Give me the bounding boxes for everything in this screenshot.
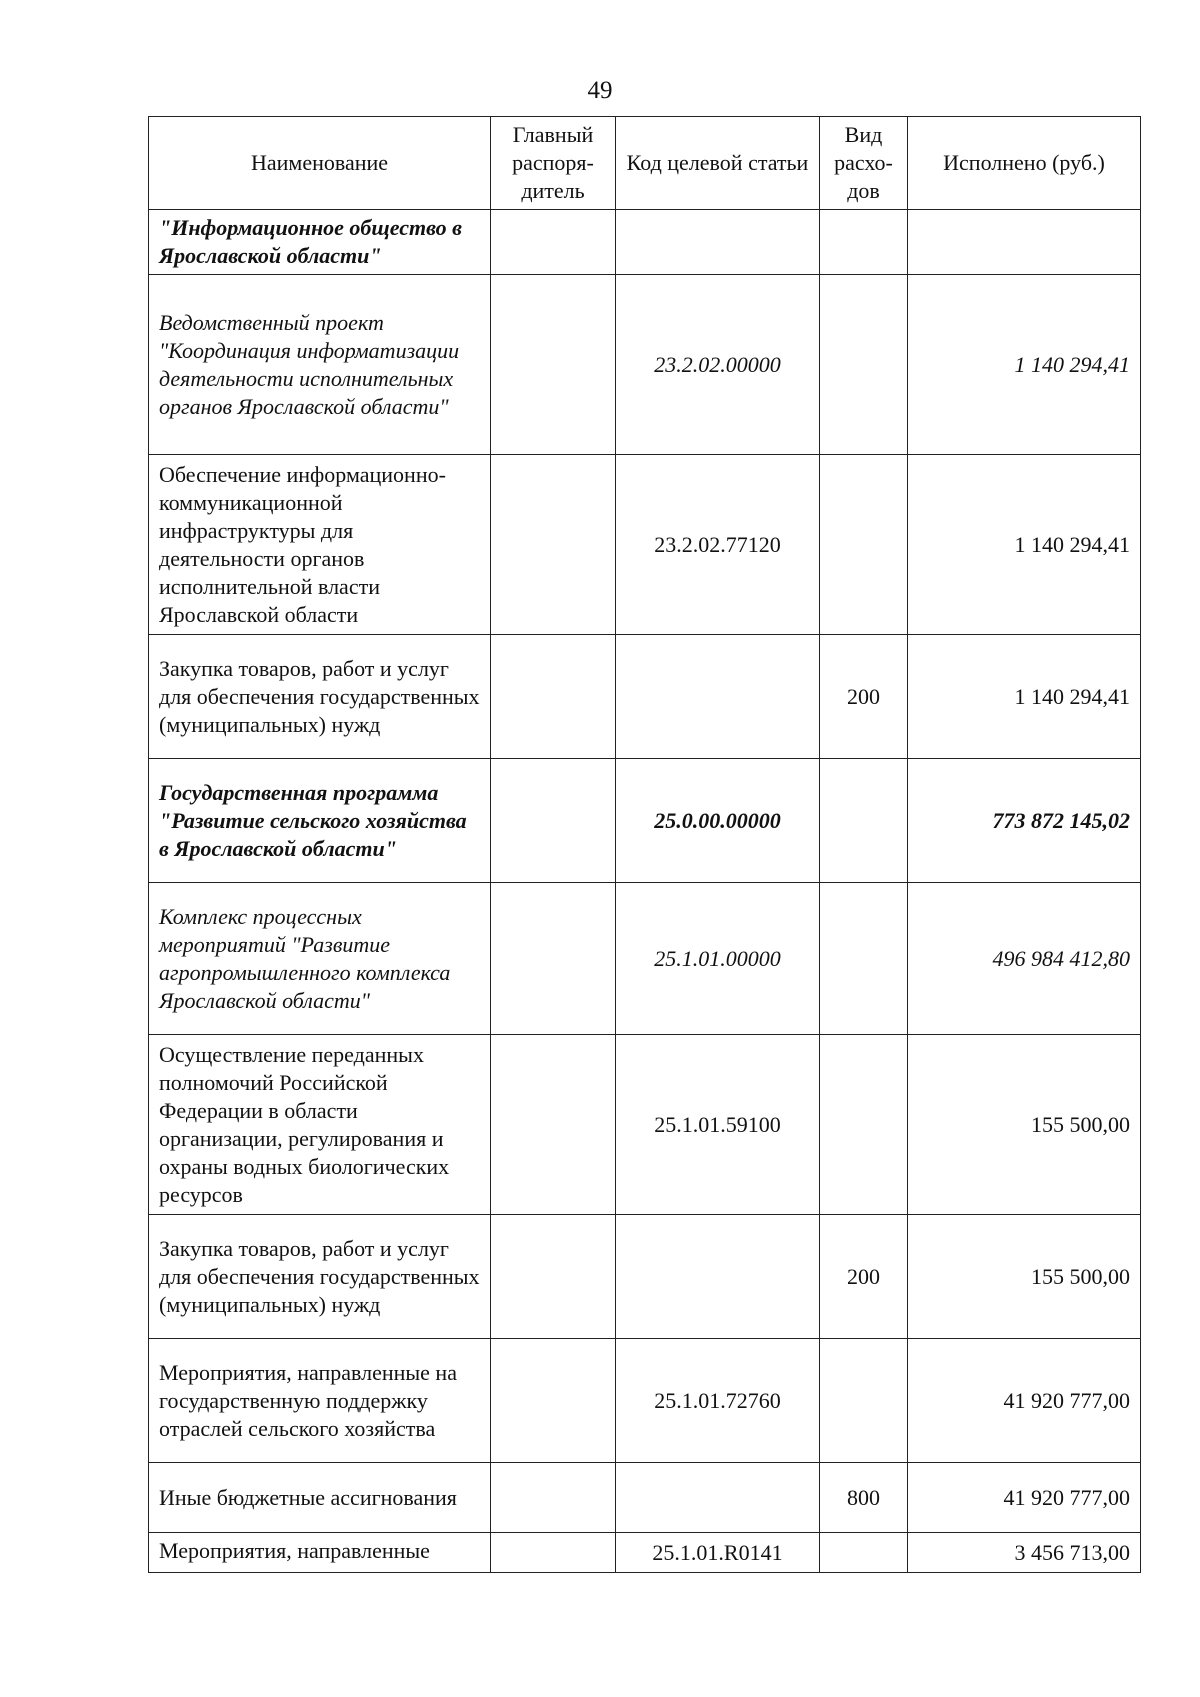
row-type <box>820 210 908 275</box>
row-type <box>820 1339 908 1463</box>
table-row <box>149 759 1141 883</box>
row-amount <box>908 210 1141 275</box>
row-type: 200 <box>820 1215 908 1339</box>
row-code: 25.0.00.00000 <box>616 759 820 883</box>
row-manager <box>491 210 616 275</box>
header-name: Наименование <box>149 117 491 210</box>
header-type: Вид расхо-дов <box>820 117 908 210</box>
row-amount: 3 456 713,00 <box>908 1533 1141 1573</box>
header-code: Код целевой статьи <box>616 117 820 210</box>
row-type <box>820 883 908 1035</box>
row-code <box>616 1463 820 1533</box>
row-manager <box>491 1035 616 1215</box>
table-row <box>149 1215 1141 1339</box>
header-manager: Главный распоря-дитель <box>491 117 616 210</box>
row-name: Закупка товаров, работ и услуг для обеспечения государственных (муниципальных) нужд <box>149 1215 491 1339</box>
row-name: Обеспечение информационно-коммуникационной инфраструктуры для деятельности органов исполнительной власти Ярославской области <box>149 455 491 635</box>
row-name: Комплекс процессных мероприятий "Развитие агропромышленного комплекса Ярославской области" <box>149 883 491 1035</box>
row-manager <box>491 1339 616 1463</box>
page-number: 49 <box>587 77 613 104</box>
row-amount: 41 920 777,00 <box>908 1463 1141 1533</box>
row-name: Мероприятия, направленные <box>149 1533 491 1573</box>
row-amount: 1 140 294,41 <box>908 455 1141 635</box>
table-header-row <box>149 117 1141 210</box>
row-name: Закупка товаров, работ и услуг для обеспечения государственных (муниципальных) нужд <box>149 635 491 759</box>
row-code <box>616 635 820 759</box>
table-row <box>149 1339 1141 1463</box>
row-manager <box>491 455 616 635</box>
row-manager <box>491 635 616 759</box>
row-manager <box>491 275 616 455</box>
header-amount: Исполнено (руб.) <box>908 117 1141 210</box>
row-amount: 496 984 412,80 <box>908 883 1141 1035</box>
table-row <box>149 1035 1141 1215</box>
row-name: Ведомственный проект "Координация информатизации деятельности исполнительных органов Ярославской области" <box>149 275 491 455</box>
row-manager <box>491 759 616 883</box>
table-row <box>149 455 1141 635</box>
row-manager <box>491 883 616 1035</box>
row-amount: 1 140 294,41 <box>908 635 1141 759</box>
row-code: 23.2.02.00000 <box>616 275 820 455</box>
row-amount: 155 500,00 <box>908 1035 1141 1215</box>
row-amount: 41 920 777,00 <box>908 1339 1141 1463</box>
row-manager <box>491 1215 616 1339</box>
row-type: 200 <box>820 635 908 759</box>
table-row <box>149 275 1141 455</box>
row-code: 25.1.01.00000 <box>616 883 820 1035</box>
table-row <box>149 1533 1141 1573</box>
row-name: "Информационное общество в Ярославской области" <box>149 210 491 275</box>
row-name: Мероприятия, направленные на государственную поддержку отраслей сельского хозяйства <box>149 1339 491 1463</box>
budget-table <box>148 116 1141 1573</box>
row-manager <box>491 1463 616 1533</box>
row-amount: 155 500,00 <box>908 1215 1141 1339</box>
table-row <box>149 635 1141 759</box>
row-type <box>820 759 908 883</box>
row-type: 800 <box>820 1463 908 1533</box>
row-code: 23.2.02.77120 <box>616 455 820 635</box>
row-name: Иные бюджетные ассигнования <box>149 1463 491 1533</box>
row-type <box>820 275 908 455</box>
table-row <box>149 1463 1141 1533</box>
row-manager <box>491 1533 616 1573</box>
row-name: Государственная программа "Развитие сельского хозяйства в Ярославской области" <box>149 759 491 883</box>
row-amount: 1 140 294,41 <box>908 275 1141 455</box>
table-row <box>149 883 1141 1035</box>
row-type <box>820 455 908 635</box>
row-code: 25.1.01.72760 <box>616 1339 820 1463</box>
row-amount: 773 872 145,02 <box>908 759 1141 883</box>
row-name: Осуществление переданных полномочий Российской Федерации в области организации, регулирования и охраны водных биологических ресурсов <box>149 1035 491 1215</box>
row-code <box>616 1215 820 1339</box>
row-type <box>820 1533 908 1573</box>
row-code <box>616 210 820 275</box>
row-code: 25.1.01.R0141 <box>616 1533 820 1573</box>
row-type <box>820 1035 908 1215</box>
row-code: 25.1.01.59100 <box>616 1035 820 1215</box>
table-row <box>149 210 1141 275</box>
